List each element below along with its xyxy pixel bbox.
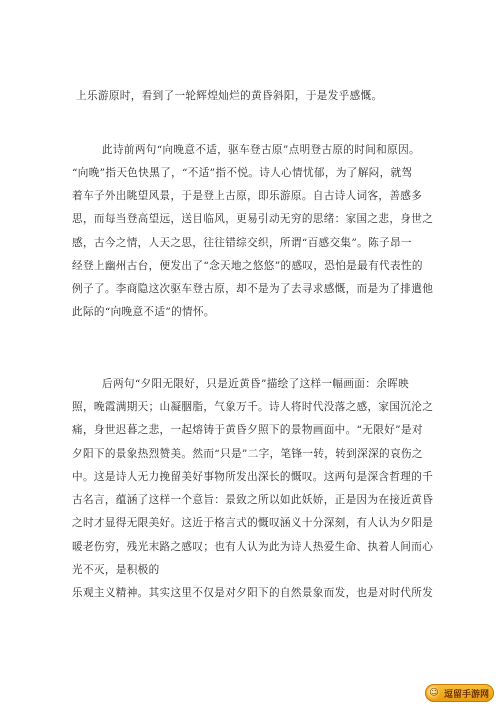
- coin-icon: ☺: [427, 686, 441, 700]
- text-line: 之时才显得无限美好。这近于格言式的慨叹涵义十分深刻，有人认为夕阳是: [72, 517, 434, 529]
- text-line: 经登上幽州古台，便发出了“念天地之悠悠”的感叹，恐怕是最有代表性的: [72, 260, 423, 272]
- text-line: 夕阳下的景象热烈赞美。然而“只是”二字，笔锋一转，转到深深的哀伤之: [72, 448, 423, 460]
- watermark-text: 逗留手游网: [443, 689, 489, 700]
- text-line: 上乐游原时，看到了一轮辉煌灿烂的黄昏斜阳，于是发乎感慨。: [76, 90, 383, 102]
- text-line: 痛，身世迟暮之悲，一起熔铸于黄昏夕照下的景物画面中。“无限好”是对: [72, 424, 423, 436]
- text-line: 暖老伤穷，残光末路之感叹；也有人认为此为诗人热爱生命、执着人间而心: [72, 541, 434, 553]
- text-line: 照，晚霞满期天；山凝胭脂，气象万千。诗人将时代没落之感，家国沉沦之: [72, 401, 434, 413]
- text-line: 例子了。李商隐这次驱车登古原，却不是为了去寻求感慨，而是为了排遣他: [72, 283, 434, 295]
- text-line: 着车子外出眺望风景，于是登上古原，即乐游原。自古诗人词客，善感多: [72, 190, 423, 202]
- text-line: 古名言，蕴涵了这样一个意旨：景致之所以如此妖娇，正是因为在接近黄昏: [72, 494, 434, 506]
- site-watermark: [425, 684, 494, 702]
- text-line: 感，古今之情，人天之思，往往错综交织，所谓“百感交集”。陈子昂一: [72, 237, 412, 249]
- text-line: 中。这是诗人无力挽留美好事物所发出深长的慨叹。这两句是深含哲理的千: [72, 471, 434, 483]
- text-line: 后两句“夕阳无限好，只是近黄昏”描绘了这样一幅画面：余晖映: [102, 378, 410, 390]
- text-line: 此际的“向晚意不适”的情怀。: [72, 306, 215, 318]
- text-line: “向晚”指天色快黑了，“不适”指不悦。诗人心情忧郁，为了解闷，就驾: [72, 167, 413, 179]
- text-line: 此诗前两句“向晚意不适，驱车登古原”点明登古原的时间和原因。: [102, 144, 420, 156]
- text-line: 光不灭，是积极的: [72, 564, 160, 576]
- text-line: 乐观主义精神。其实这里不仅是对夕阳下的自然景象而发，也是对时代所发: [72, 587, 434, 599]
- text-line: 思，而每当登高望远，送目临风，更易引动无穷的思绪：家国之悲，身世之: [72, 213, 434, 225]
